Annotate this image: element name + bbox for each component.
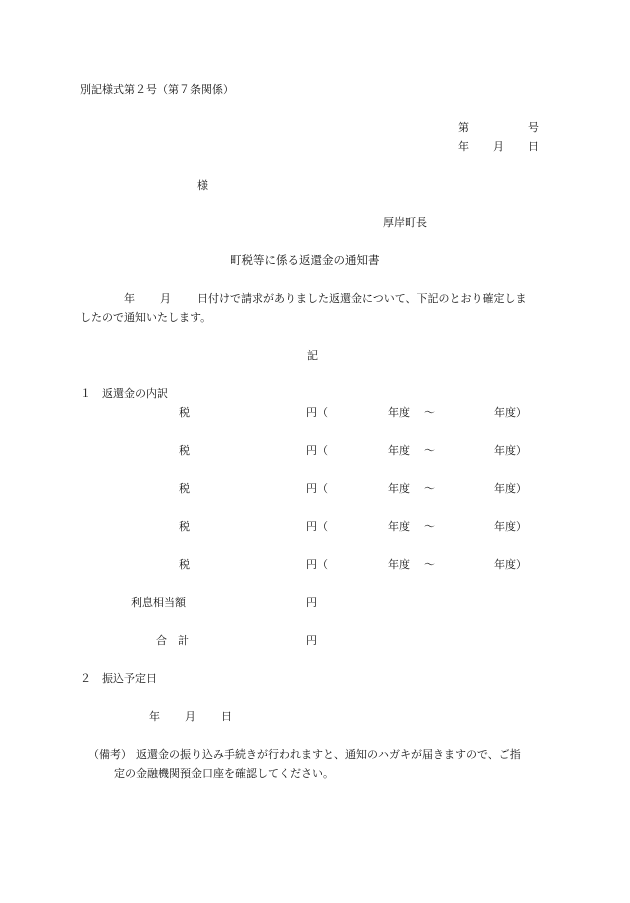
tax-row-tilde: ～ [424,482,435,495]
tax-row-to: 年度） [494,482,527,495]
date-day: 日 [528,140,539,153]
tax-row-to: 年度） [494,406,527,419]
tax-row-from: 年度 [388,444,410,457]
interest-yen: 円 [306,596,317,609]
tax-row-tilde: ～ [424,558,435,571]
tax-row-tilde: ～ [424,406,435,419]
date-year: 年 [458,140,469,153]
transfer-day: 日 [221,710,232,723]
body-line2: したので通知いたします。 [80,311,212,324]
tax-row-label: 税 [179,520,190,533]
tax-row-label: 税 [179,444,190,457]
tax-row-to: 年度） [494,520,527,533]
section2-number: ２ [80,672,91,685]
tax-row-yen: 円（ [306,444,328,457]
issuer: 厚岸町長 [383,216,427,229]
tax-row-yen: 円（ [306,406,328,419]
page-title: 町税等に係る返還金の通知書 [230,253,380,267]
tax-row-from: 年度 [388,482,410,495]
date-month: 月 [493,140,504,153]
tax-row-from: 年度 [388,520,410,533]
tax-row-label: 税 [179,406,190,419]
tax-row-tilde: ～ [424,444,435,457]
form-label: 別記様式第２号（第７条関係） [80,83,234,96]
total-label: 合 計 [156,634,189,647]
total-yen: 円 [306,634,317,647]
tax-row-yen: 円（ [306,558,328,571]
section1-number: １ [80,387,91,400]
note-prefix: （備考） [88,748,132,761]
tax-row-label: 税 [179,482,190,495]
tax-row-tilde: ～ [424,520,435,533]
transfer-month: 月 [185,710,196,723]
note-line1: 返還金の振り込み手続きが行われますと、通知のハガキが届きますので、ご指 [136,748,521,761]
ki-heading: 記 [307,349,318,362]
tax-row-from: 年度 [388,406,410,419]
body-line1: 日付けで請求がありました返還金について、下記のとおり確定しま [197,292,527,305]
section2-heading: 振込予定日 [102,672,157,685]
tax-row-label: 税 [179,558,190,571]
number-prefix: 第 [458,121,469,134]
tax-row-yen: 円（ [306,482,328,495]
section1-heading: 返還金の内訳 [102,387,168,400]
number-suffix: 号 [528,121,539,134]
tax-row-yen: 円（ [306,520,328,533]
transfer-year: 年 [149,710,160,723]
body-year: 年 [124,292,135,305]
tax-row-to: 年度） [494,444,527,457]
tax-row-from: 年度 [388,558,410,571]
addressee-suffix: 様 [197,179,208,192]
body-month: 月 [160,292,171,305]
tax-row-to: 年度） [494,558,527,571]
note-line2: 定の金融機関預金口座を確認してください。 [114,767,334,780]
interest-label: 利息相当額 [131,596,186,609]
